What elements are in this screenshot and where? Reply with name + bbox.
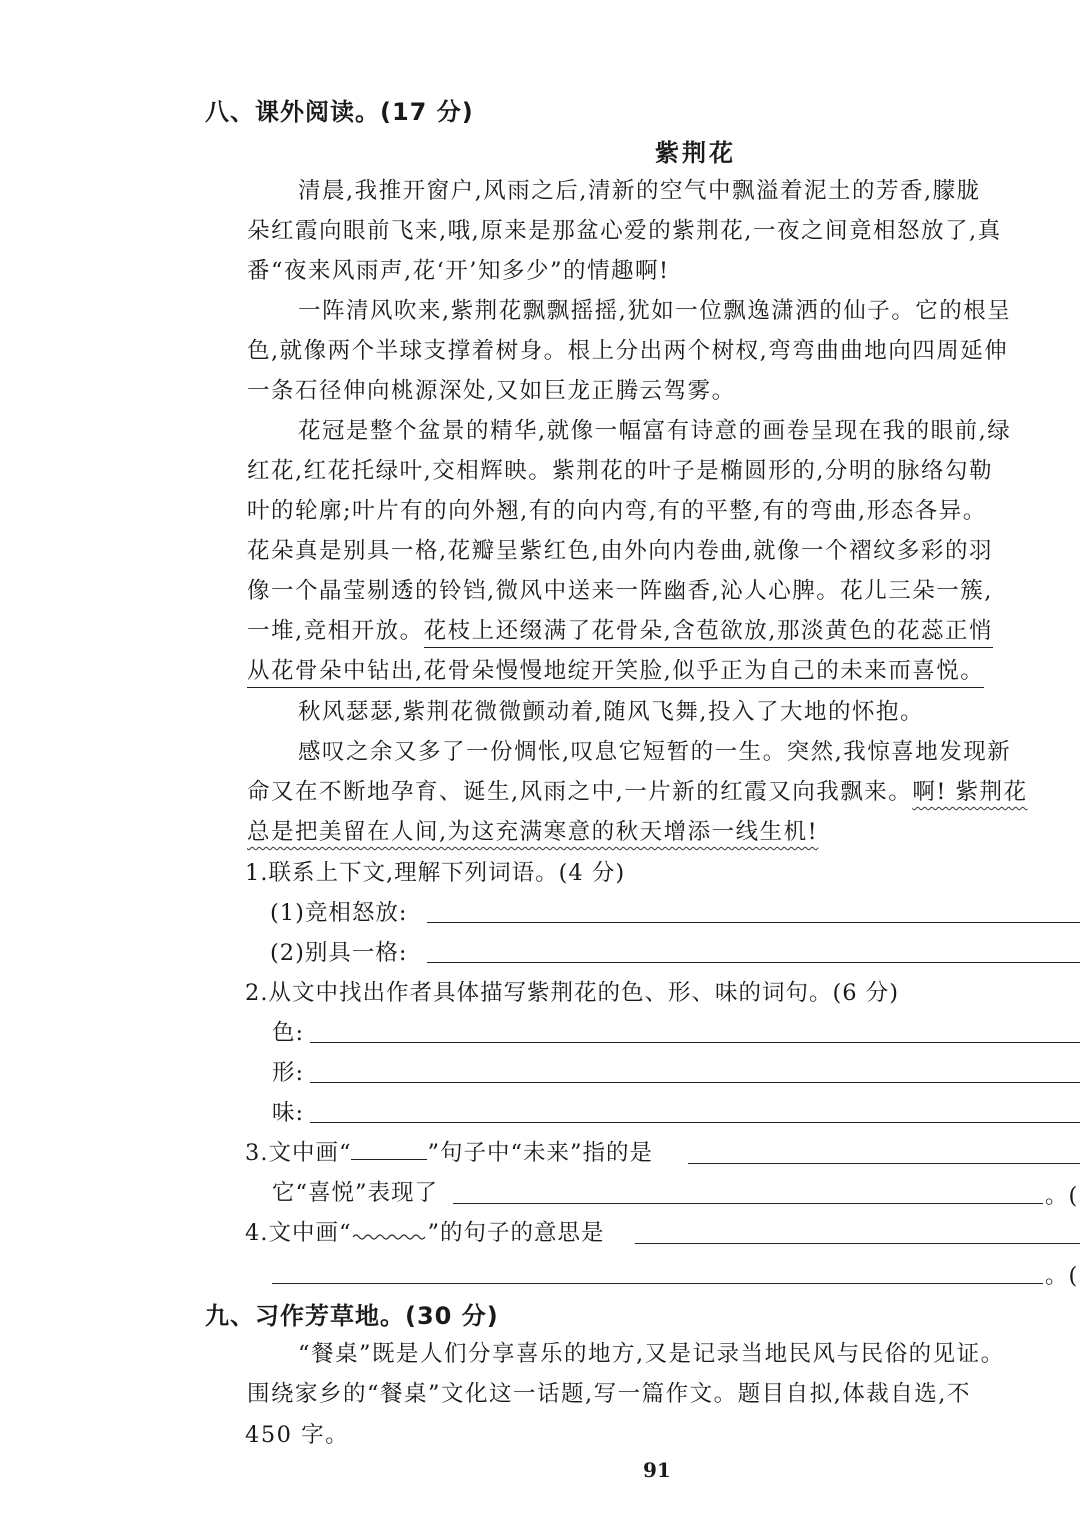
p3-line-5: 像一个晶莹剔透的铃铛,微风中送来一阵幽香,沁人心脾。花儿三朵一簇, bbox=[247, 578, 993, 604]
section-9-title: 九、习作芳草地。(30 分) bbox=[205, 1302, 499, 1330]
p3-line-2: 红花,红花托绿叶,交相辉映。紫荆花的叶子是椭圆形的,分明的脉络勾勒 bbox=[247, 458, 993, 484]
section-9-line-1: “餐桌”既是人们分享喜乐的地方,又是记录当地民风与民俗的见证。 bbox=[298, 1341, 1005, 1367]
question-2-shape-label: 形: bbox=[272, 1060, 305, 1086]
question-4-end: 。( bbox=[1045, 1263, 1079, 1289]
question-2-color-label: 色: bbox=[272, 1020, 305, 1046]
p3-line-6-plain: 一堆,竞相开放。 bbox=[247, 618, 424, 644]
p3-line-6 bbox=[247, 613, 993, 645]
p5-line-2 bbox=[247, 774, 1028, 806]
answer-line-shape[interactable] bbox=[310, 1082, 1080, 1083]
answer-line-1a[interactable] bbox=[427, 922, 1080, 923]
p5-line-2-plain: 命又在不断地孕育、诞生,风雨之中,一片新的红霞又向我飘来。 bbox=[247, 779, 913, 805]
answer-line-3b[interactable] bbox=[453, 1203, 1043, 1204]
answer-line-color[interactable] bbox=[310, 1042, 1080, 1043]
p1-line-1: 清晨,我推开窗户,风雨之后,清新的空气中飘溢着泥土的芳香,朦胧 bbox=[298, 178, 981, 204]
question-3-end: 。( bbox=[1045, 1183, 1079, 1209]
wavy-sentence-part-1: 啊! 紫荆花 bbox=[912, 779, 1028, 805]
section-8-title: 八、课外阅读。(17 分) bbox=[205, 98, 474, 126]
wavy-sentence-part-2: 总是把美留在人间,为这充满寒意的秋天增添一线生机! bbox=[247, 819, 819, 845]
straight-line-mark bbox=[351, 1141, 427, 1160]
p3-line-7 bbox=[247, 653, 984, 685]
page-number: 91 bbox=[643, 1458, 671, 1482]
question-2-smell-label: 味: bbox=[272, 1100, 305, 1126]
p5-line-1: 感叹之余又多了一份惆怅,叹息它短暂的一生。突然,我惊喜地发现新 bbox=[298, 739, 1012, 765]
p3-line-3: 叶的轮廓;叶片有的向外翘,有的向内弯,有的平整,有的弯曲,形态各异。 bbox=[247, 498, 987, 524]
answer-line-1b[interactable] bbox=[427, 962, 1080, 963]
story-title: 紫荆花 bbox=[655, 139, 736, 167]
p4-line-1: 秋风瑟瑟,紫荆花微微颤动着,随风飞舞,投入了大地的怀抱。 bbox=[298, 699, 924, 725]
question-4-suffix: ”的句子的意思是 bbox=[427, 1220, 605, 1246]
section-9-line-2: 围绕家乡的“餐桌”文化这一话题,写一篇作文。题目自拟,体裁自选,不 bbox=[247, 1381, 971, 1407]
question-3-suffix: ”句子中“未来”指的是 bbox=[427, 1140, 653, 1166]
p1-line-3: 番“夜来风雨声,花‘开’知多少”的情趣啊! bbox=[247, 258, 670, 284]
p2-line-3: 一条石径伸向桃源深处,又如巨龙正腾云驾雾。 bbox=[247, 378, 736, 404]
question-3-label bbox=[245, 1135, 653, 1167]
p3-line-1: 花冠是整个盆景的精华,就像一幅富有诗意的画卷呈现在我的眼前,绿 bbox=[298, 418, 1012, 444]
question-1a-label: (1)竞相怒放: bbox=[270, 900, 408, 926]
section-9-line-3: 450 字。 bbox=[245, 1422, 350, 1448]
answer-line-smell[interactable] bbox=[310, 1122, 1080, 1123]
question-1b-label: (2)别具一格: bbox=[270, 940, 408, 966]
question-1-label: 1.联系上下文,理解下列词语。(4 分) bbox=[245, 860, 626, 886]
p3-line-4: 花朵真是别具一格,花瓣呈紫红色,由外向内卷曲,就像一个褶纹多彩的羽 bbox=[247, 538, 993, 564]
wavy-line-mark bbox=[351, 1222, 427, 1240]
answer-line-3a[interactable] bbox=[688, 1163, 1080, 1164]
question-4-prefix: 4.文中画“ bbox=[245, 1220, 352, 1246]
p2-line-2: 色,就像两个半球支撑着树身。根上分出两个树杈,弯弯曲曲地向四周延伸 bbox=[247, 338, 1009, 364]
question-4-label bbox=[245, 1215, 605, 1247]
question-3-prefix: 3.文中画“ bbox=[245, 1140, 352, 1166]
underlined-sentence-part-1: 花枝上还缀满了花骨朵,含苞欲放,那淡黄色的花蕊正悄 bbox=[424, 618, 993, 648]
underlined-sentence-part-2: 从花骨朵中钻出,花骨朵慢慢地绽开笑脸,似乎正为自己的未来而喜悦。 bbox=[247, 658, 984, 688]
p2-line-1: 一阵清风吹来,紫荆花飘飘摇摇,犹如一位飘逸潇洒的仙子。它的根呈 bbox=[298, 298, 1012, 324]
p5-line-3 bbox=[247, 814, 818, 846]
answer-line-4b[interactable] bbox=[272, 1283, 1043, 1284]
question-3-line-2: 它“喜悦”表现了 bbox=[272, 1180, 439, 1206]
question-2-label: 2.从文中找出作者具体描写紫荆花的色、形、味的词句。(6 分) bbox=[245, 980, 899, 1006]
answer-line-4a[interactable] bbox=[635, 1243, 1080, 1244]
p1-line-2: 朵红霞向眼前飞来,哦,原来是那盆心爱的紫荆花,一夜之间竟相怒放了,真 bbox=[247, 218, 1002, 244]
